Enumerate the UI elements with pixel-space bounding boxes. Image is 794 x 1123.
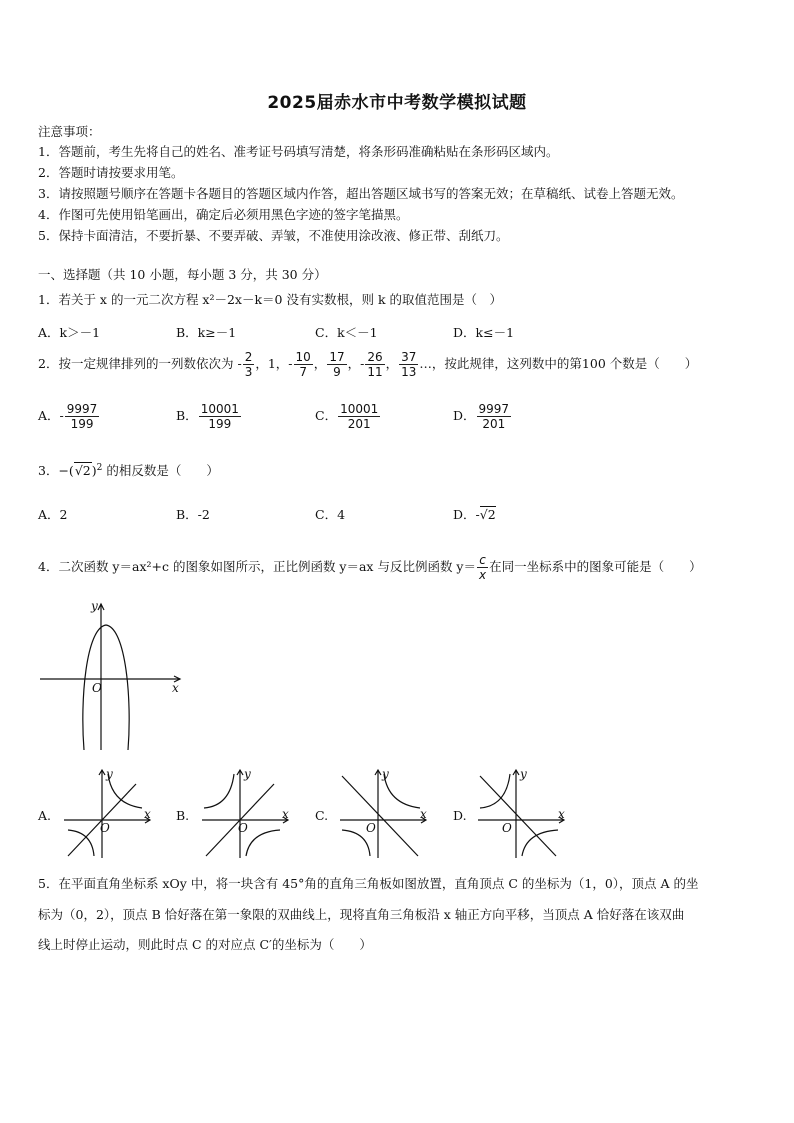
- q2-seq-term-6: $\frac{37}{13}$: [401, 350, 417, 379]
- q3-option-d: D．-√2: [453, 507, 496, 522]
- q2-seq-sep: ，1，: [255, 356, 289, 371]
- q4-option-d: D.: [453, 808, 467, 823]
- question-5-line: 线上时停止运动，则此时点 C 的对应点 C′的坐标为（ ）: [38, 937, 372, 952]
- svg-text:y: y: [106, 768, 113, 781]
- q2-seq-sep: ，-: [347, 356, 365, 371]
- question-2-stem: 2．按一定规律排列的一列数依次为 - $\frac{2}{3}$ ，1，- $\frac{10}{7}$ ， $\frac{17}{9}$ ，- $\frac{26}{11}$ ， $\frac{37}{13}$ …，按此规律，这列数中的第100 个数是（ ）: [38, 350, 698, 379]
- question-5-line: 标为（0，2），顶点 B 恰好落在第一象限的双曲线上，现将直角三角板沿 x 轴正方向平移，当顶点 A 恰好落在该双曲: [38, 907, 685, 922]
- q2-seq-sep: ，: [313, 356, 327, 371]
- q1-option-a: A．k＞－1: [38, 325, 101, 340]
- page-title: 2025届赤水市中考数学模拟试题: [267, 93, 527, 113]
- q2-suffix: …，按此规律，这列数中的第100 个数是（ ）: [419, 356, 698, 371]
- q4-option-c-graph: [338, 768, 430, 860]
- question-5-line: 5．在平面直角坐标系 xOy 中，将一块含有 45°角的直角三角板如图放置，直角顶点 C 的坐标为（1，0），顶点 A 的坐: [38, 876, 699, 891]
- svg-text:y: y: [520, 768, 527, 781]
- q2-option-b: B． $\frac{10001}{199}$: [176, 402, 239, 431]
- question-4-stem: 4．二次函数 y＝ax²+c 的图象如图所示，正比例函数 y＝ax 与反比例函数 y＝ $\frac{c}{x}$ 在同一坐标系中的图象可能是（ ）: [38, 553, 702, 582]
- svg-text:O: O: [502, 821, 512, 835]
- q2-option-a: A．- $\frac{9997}{199}$: [38, 402, 98, 431]
- q2-seq-sign: -: [237, 356, 242, 371]
- svg-text:O: O: [100, 821, 110, 835]
- q4-option-a-graph: [62, 768, 154, 860]
- q3-option-b: B．-2: [176, 507, 210, 522]
- q4-option-a: A.: [38, 808, 52, 823]
- q2-seq-term-5: $\frac{26}{11}$: [367, 350, 383, 379]
- axis-label-x: x: [172, 681, 179, 695]
- notice-item: 3．请按照题号顺序在答题卡各题目的答题区域内作答，超出答题区域书写的答案无效；在草稿纸、试卷上答题无效。: [38, 186, 684, 201]
- q4-option-b: B.: [176, 808, 190, 823]
- svg-text:y: y: [244, 768, 251, 781]
- q1-option-b: B．k≥－1: [176, 325, 237, 340]
- q2-option-d: D． $\frac{9997}{201}$: [453, 402, 510, 431]
- q4-option-d-graph: [476, 768, 568, 860]
- svg-text:y: y: [382, 768, 389, 781]
- question-3-stem: 3．$-(√2)^2$ 的相反数是（ ）: [38, 462, 219, 478]
- q2-seq-sep: ，: [385, 356, 399, 371]
- svg-text:x: x: [558, 807, 565, 821]
- notice-item: 1．答题前，考生先将自己的姓名、准考证号码填写清楚，将条形码准确粘贴在条形码区域内。: [38, 144, 559, 159]
- q1-option-d: D．k≤－1: [453, 325, 515, 340]
- q1-option-c: C．k＜－1: [315, 325, 378, 340]
- section-heading: 一、选择题（共 10 小题，每小题 3 分，共 30 分）: [38, 267, 327, 282]
- notice-item: 2．答题时请按要求用笔。: [38, 165, 184, 180]
- axis-label-y: y: [91, 600, 98, 613]
- notice-item: 4．作图可先使用铅笔画出，确定后必须用黑色字迹的签字笔描黑。: [38, 207, 409, 222]
- svg-text:O: O: [238, 821, 248, 835]
- q3-option-a: A．2: [38, 507, 68, 522]
- q2-seq-term-1: $\frac{2}{3}$: [244, 350, 253, 379]
- q2-seq-term-3: $\frac{10}{7}$: [295, 350, 311, 379]
- svg-text:x: x: [420, 807, 427, 821]
- q2-option-c: C． $\frac{10001}{201}$: [315, 402, 379, 431]
- svg-text:x: x: [282, 807, 289, 821]
- q2-prefix: 2．按一定规律排列的一列数依次为: [38, 356, 234, 371]
- svg-text:x: x: [144, 807, 151, 821]
- svg-text:O: O: [366, 821, 376, 835]
- q2-seq-term-4: $\frac{17}{9}$: [329, 350, 345, 379]
- origin-label: O: [92, 681, 102, 695]
- q4-option-c: C.: [315, 808, 329, 823]
- q3-option-c: C．4: [315, 507, 346, 522]
- q4-option-b-graph: [200, 768, 292, 860]
- notice-item: 5．保持卡面清洁，不要折暴、不要弄破、弄皱，不准使用涂改液、修正带、刮纸刀。: [38, 228, 509, 243]
- question-1-stem: 1．若关于 x 的一元二次方程 x²－2x－k＝0 没有实数根，则 k 的取值范围是（ ）: [38, 292, 503, 307]
- q4-parabola-graph: [36, 600, 186, 755]
- notice-heading: 注意事项：: [38, 124, 101, 139]
